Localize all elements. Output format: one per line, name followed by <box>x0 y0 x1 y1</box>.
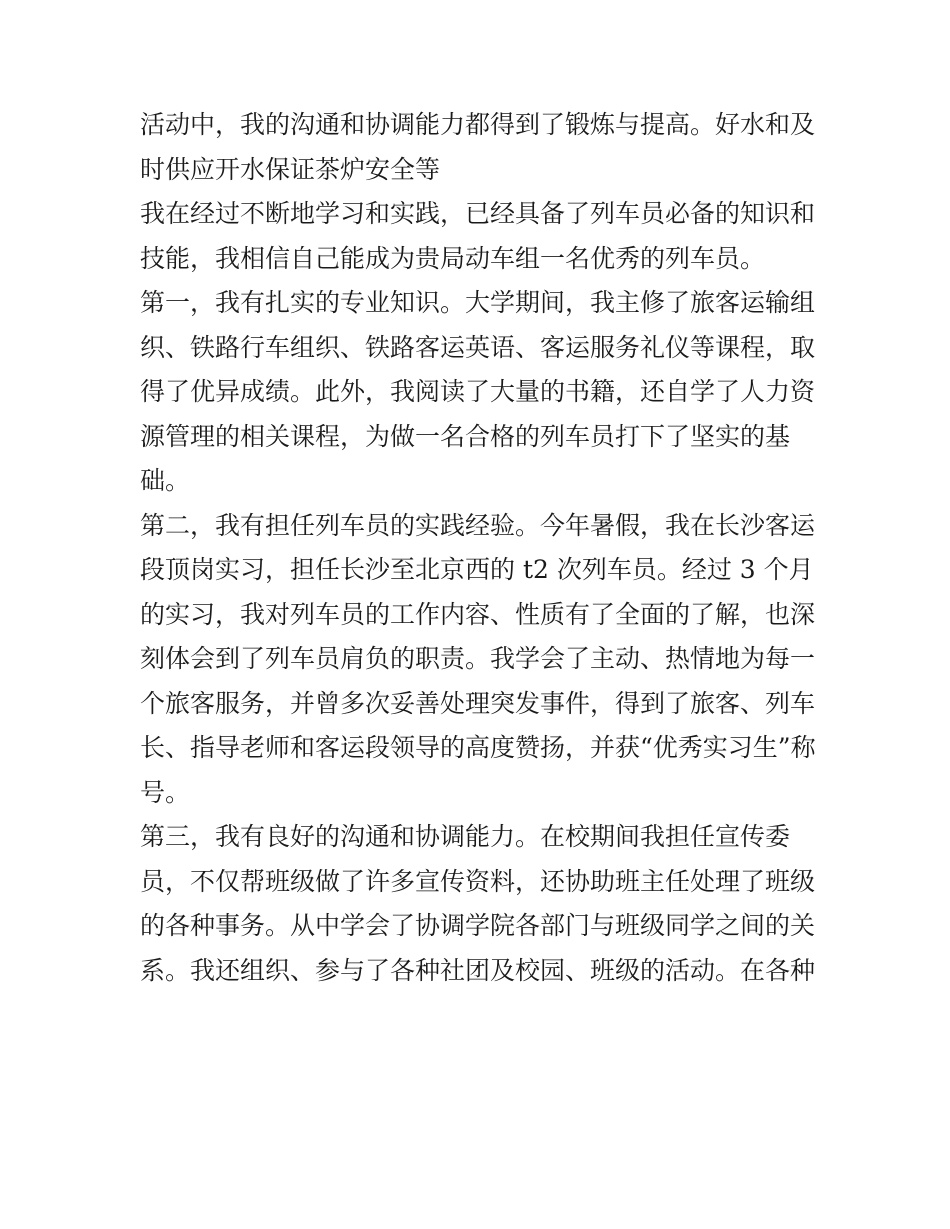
text-line: 个旅客服务，并曾多次妥善处理突发事件，得到了旅客、列车 <box>140 688 816 718</box>
text-line: 第二，我有担任列车员的实践经验。今年暑假，我在长沙客运 <box>140 510 816 540</box>
text-line: 号。 <box>140 777 191 807</box>
text-line: 长、指导老师和客运段领导的高度赞扬，并获“优秀实习生”称 <box>140 733 816 762</box>
text-line: 段顶岗实习，担任长沙至北京西的 t2 次列车员。经过 3 个月 <box>140 555 814 584</box>
text-line: 系。我还组织、参与了各种社团及校园、班级的活动。在各种 <box>140 955 816 985</box>
text-line: 活动中，我的沟通和协调能力都得到了锻炼与提高。好水和及 <box>140 110 816 139</box>
text-line: 织、铁路行车组织、铁路客运英语、客运服务礼仪等课程，取 <box>140 332 816 362</box>
document-body <box>140 103 820 993</box>
text-line: 员，不仅帮班级做了许多宣传资料，还协助班主任处理了班级 <box>140 866 816 896</box>
text-line: 得了优异成绩。此外，我阅读了大量的书籍，还自学了人力资 <box>140 377 816 406</box>
text-line: 的实习，我对列车员的工作内容、性质有了全面的了解，也深 <box>140 599 816 629</box>
text-line: 我在经过不断地学习和实践，已经具备了列车员必备的知识和 <box>140 199 816 228</box>
text-line: 技能，我相信自己能成为贵局动车组一名优秀的列车员。 <box>140 243 766 273</box>
text-line: 刻体会到了列车员肩负的职责。我学会了主动、热情地为每一 <box>140 644 816 673</box>
text-line: 第三，我有良好的沟通和协调能力。在校期间我担任宣传委 <box>140 822 791 851</box>
text-line: 源管理的相关课程，为做一名合格的列车员打下了坚实的基 <box>140 421 791 451</box>
text-line: 第一，我有扎实的专业知识。大学期间，我主修了旅客运输组 <box>140 288 816 317</box>
text-line: 时供应开水保证茶炉安全等 <box>140 154 441 184</box>
text-line: 础。 <box>140 466 191 495</box>
text-line: 的各种事务。从中学会了协调学院各部门与班级同学之间的关 <box>140 911 816 940</box>
